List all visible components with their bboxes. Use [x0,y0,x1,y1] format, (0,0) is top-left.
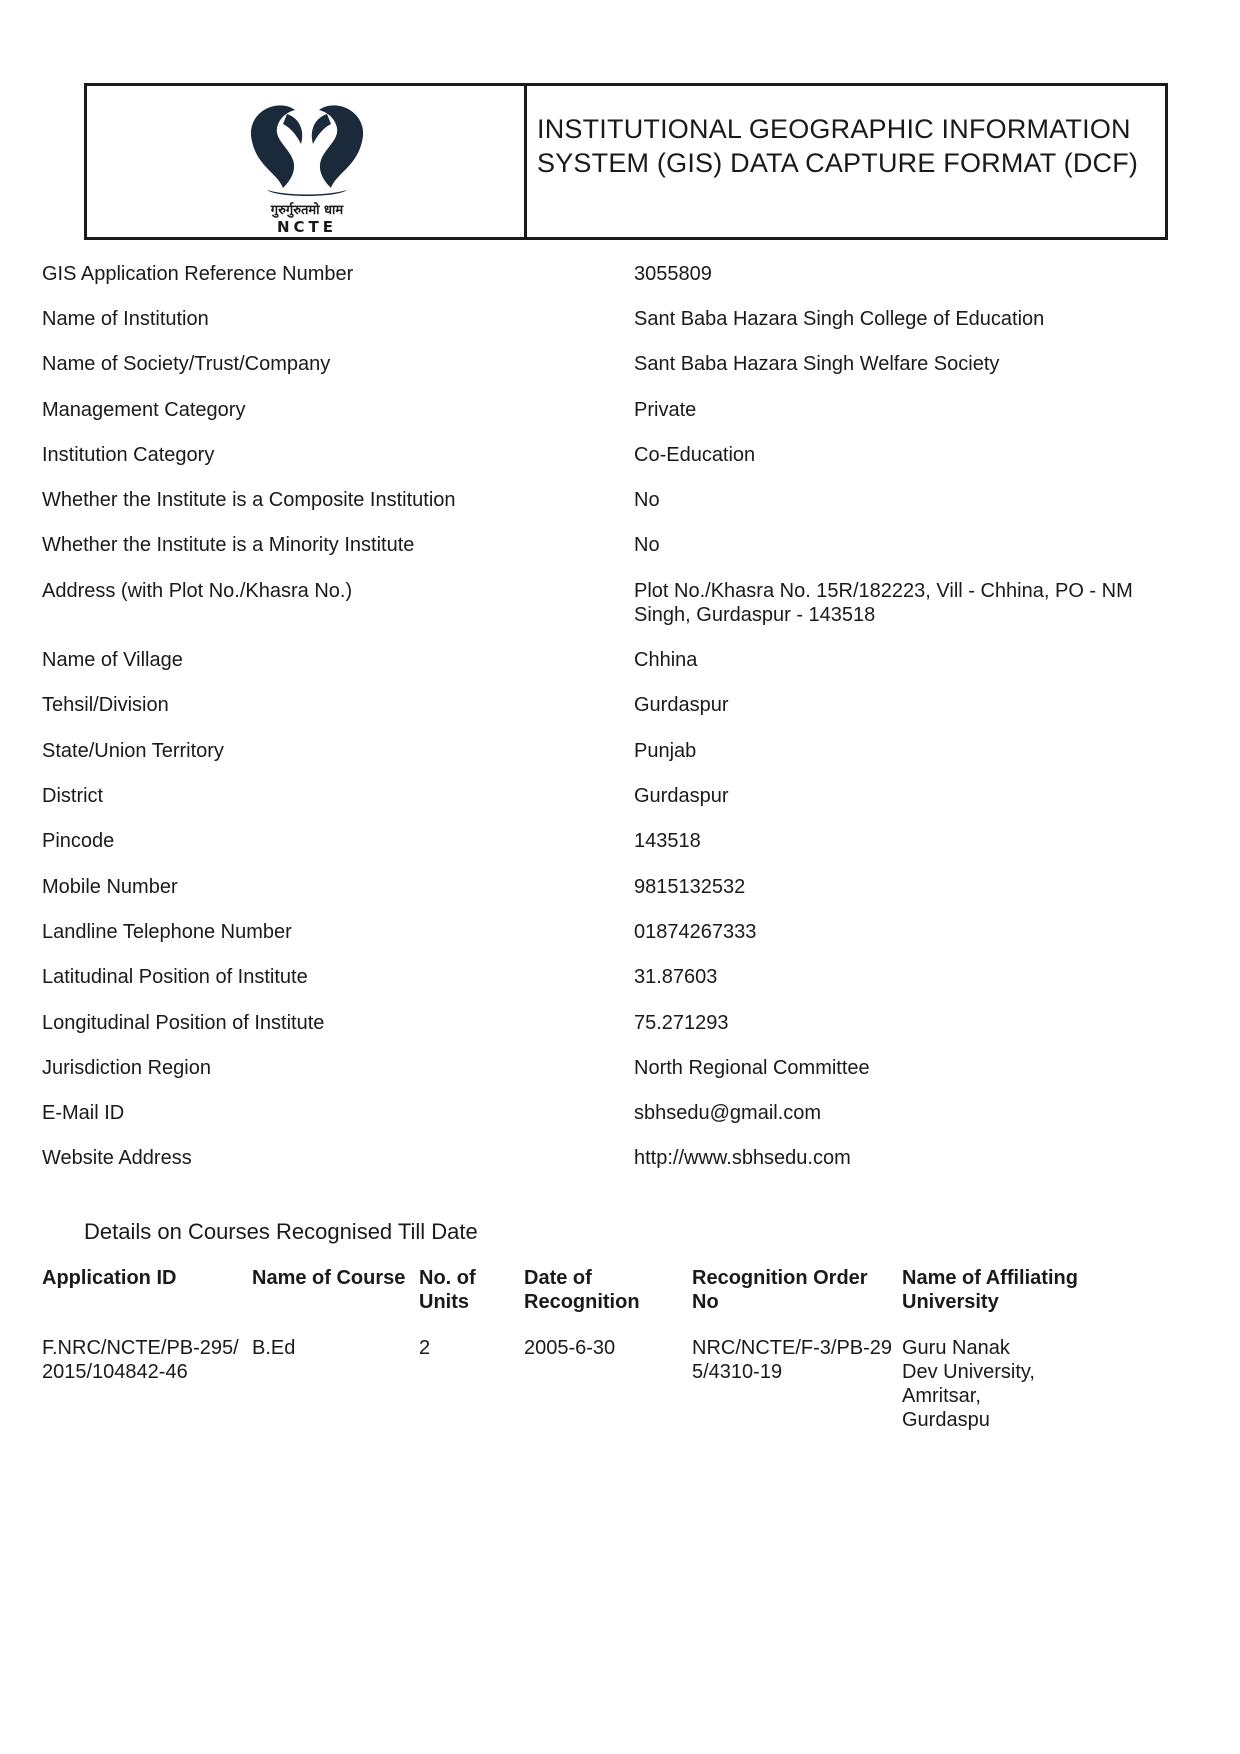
field-label: Pincode [42,830,115,852]
info-row [42,965,1172,1011]
field-value: 75.271293 [634,1012,729,1034]
info-row [42,262,1172,307]
info-row [42,784,1172,829]
field-label: Address (with Plot No./Khasra No.) [42,580,353,602]
field-label: Longitudinal Position of Institute [42,1012,325,1034]
title-cell [527,86,1165,237]
info-row [42,579,1172,648]
column-header: Name of Course [252,1267,406,1289]
field-label: Name of Village [42,649,183,671]
ncte-logo-icon [237,96,377,236]
column-header: Name of Affiliating University [902,1267,1078,1313]
field-label: District [42,785,104,807]
column-header: Recognition Order No [692,1267,868,1313]
field-label: Tehsil/Division [42,694,169,716]
info-row [42,533,1172,579]
recognition-order-cell: NRC/NCTE/F-3/PB-295/4310-19 [692,1337,893,1383]
units-cell: 2 [419,1337,431,1359]
field-label: Jurisdiction Region [42,1057,211,1079]
info-row [42,648,1172,693]
application-id-cell: F.NRC/NCTE/PB-295/2015/104842-46 [42,1337,239,1383]
logo-hindi-text: गुरुर्गुरुतमो धाम [270,203,344,218]
field-label: State/Union Territory [42,740,224,762]
field-value: http://www.sbhsedu.com [634,1147,851,1169]
info-row [42,1011,1172,1056]
field-value: Chhina [634,649,698,671]
recognition-date-cell: 2005-6-30 [524,1337,616,1359]
logo-ncte-text: NCTE [276,218,338,236]
info-row [42,1101,1172,1146]
logo-cell [87,86,527,237]
field-value: sbhsedu@gmail.com [634,1102,822,1124]
column-header: Application ID [42,1267,177,1289]
field-value: North Regional Committee [634,1057,870,1079]
document-title-line-2: SYSTEM (GIS) DATA CAPTURE FORMAT (DCF) [537,148,1139,178]
field-label: Management Category [42,399,246,421]
info-row [42,829,1172,875]
field-label: Name of Society/Trust/Company [42,353,331,375]
field-label: Latitudinal Position of Institute [42,966,308,988]
field-value: 143518 [634,830,701,852]
field-label: GIS Application Reference Number [42,263,354,285]
field-value: Sant Baba Hazara Singh Welfare Society [634,353,1000,375]
institution-info-table [42,262,1172,1191]
info-row [42,398,1172,443]
info-row [42,352,1172,398]
field-label: Website Address [42,1147,192,1169]
courses-section-title: Details on Courses Recognised Till Date [84,1219,478,1244]
field-value: Gurdaspur [634,785,729,807]
field-label: Landline Telephone Number [42,921,292,943]
field-label: E-Mail ID [42,1102,125,1124]
field-label: Institution Category [42,444,215,466]
column-header: Date of Recognition [524,1267,640,1313]
info-row [42,920,1172,965]
info-row [42,488,1172,533]
header-box [84,83,1168,240]
field-value: Private [634,399,697,421]
column-header: No. of Units [419,1267,476,1313]
info-row [42,307,1172,352]
field-value: Gurdaspur [634,694,729,716]
field-value: 3055809 [634,263,712,285]
document-title-line-1: INSTITUTIONAL GEOGRAPHIC INFORMATION [537,114,1131,144]
field-label: Whether the Institute is a Composite Institution [42,489,456,511]
field-label: Mobile Number [42,876,178,898]
affiliating-university-cell: Guru Nanak Dev University, Amritsar, Gurdaspu [902,1337,1035,1431]
field-value: Punjab [634,740,697,762]
info-row [42,1056,1172,1101]
table-row [42,1336,1172,1432]
field-value: Sant Baba Hazara Singh College of Education [634,308,1045,330]
field-label: Name of Institution [42,308,209,330]
info-row [42,693,1172,739]
course-name-cell: B.Ed [252,1337,296,1359]
info-row [42,443,1172,488]
info-row [42,739,1172,784]
field-value: Co-Education [634,444,756,466]
field-value: No [634,534,660,556]
info-row [42,875,1172,920]
field-value: No [634,489,660,511]
field-value: 01874267333 [634,921,757,943]
field-value: Plot No./Khasra No. 15R/182223, Vill - Chhina, PO - NM Singh, Gurdaspur - 143518 [634,580,1133,626]
field-value: 9815132532 [634,876,746,898]
info-row [42,1146,1172,1191]
field-label: Whether the Institute is a Minority Institute [42,534,415,556]
field-value: 31.87603 [634,966,718,988]
courses-header-row [42,1266,1172,1314]
courses-table [42,1266,1172,1432]
